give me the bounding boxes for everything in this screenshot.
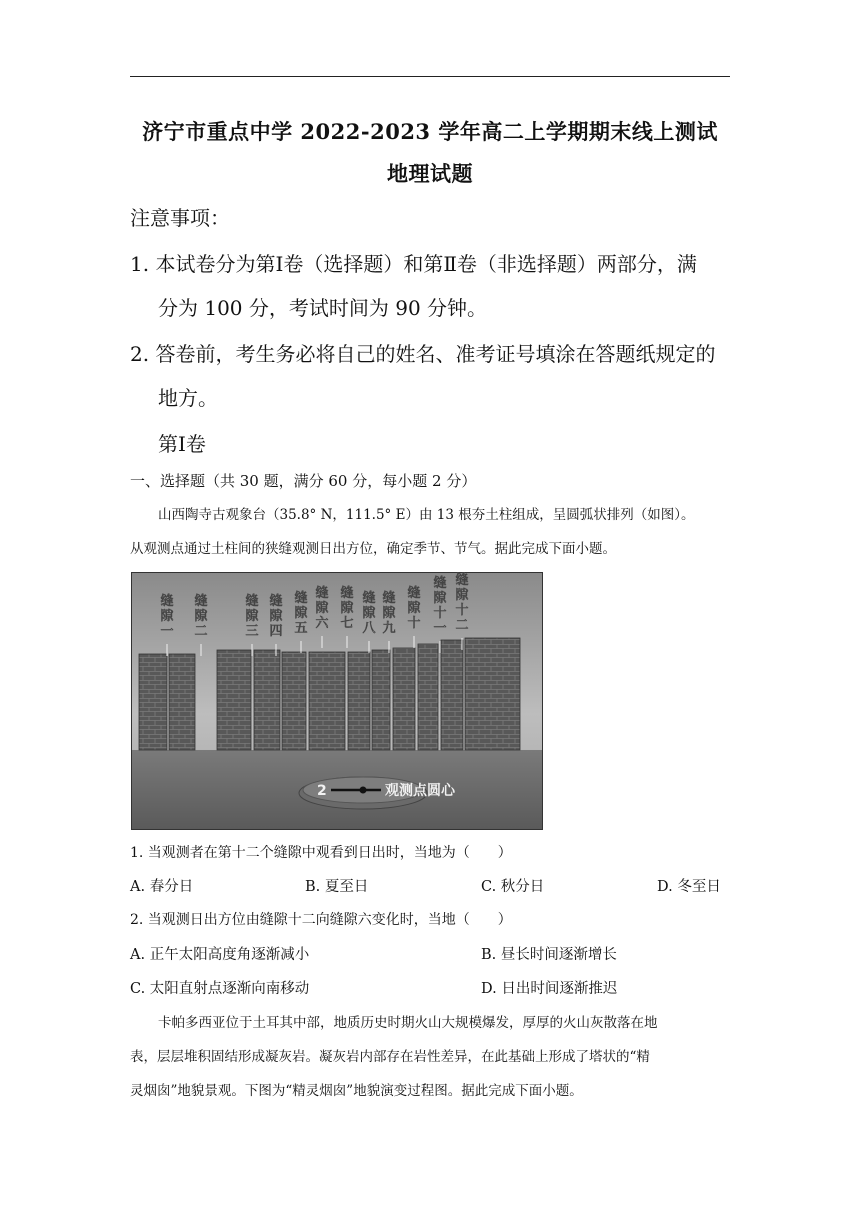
svg-text:一: 一	[433, 621, 447, 636]
q1-stem: 1. 当观测者在第十二个缝隙中观看到日出时，当地为（ ）	[130, 845, 512, 861]
q1-option-c[interactable]: C. 秋分日	[481, 879, 545, 895]
svg-text:缝: 缝	[340, 586, 354, 601]
passage2-line3: 灵烟囱”地貌景观。下图为“精灵烟囱”地貌演变过程图。据此完成下面小题。	[130, 1083, 583, 1099]
svg-text:缝: 缝	[160, 594, 174, 609]
svg-text:隙: 隙	[194, 609, 208, 624]
q2-option-c[interactable]: C. 太阳直射点逐渐向南移动	[130, 981, 310, 997]
top-rule	[130, 76, 730, 77]
svg-text:缝: 缝	[407, 586, 421, 601]
passage2-line2: 表，层层堆积固结形成凝灰岩。凝灰岩内部存在岩性差异，在此基础上形成了塔状的“精	[130, 1049, 650, 1065]
notice-item-1: 1. 本试卷分为第Ⅰ卷（选择题）和第Ⅱ卷（非选择题）两部分，满	[130, 252, 697, 276]
svg-text:隙: 隙	[269, 609, 283, 624]
svg-text:隙: 隙	[160, 609, 174, 624]
volume-label: 第Ⅰ卷	[158, 432, 206, 456]
svg-text:缝: 缝	[433, 576, 447, 591]
svg-text:缝: 缝	[194, 594, 208, 609]
svg-text:缝: 缝	[294, 591, 308, 606]
page-title: 济宁市重点中学 2022-2023 学年高二上学期期末线上测试	[142, 119, 718, 144]
svg-text:十: 十	[455, 603, 469, 618]
svg-text:隙: 隙	[362, 606, 376, 621]
svg-text:九: 九	[382, 621, 396, 636]
svg-text:隙: 隙	[245, 609, 259, 624]
svg-text:缝: 缝	[245, 594, 259, 609]
svg-text:缝: 缝	[455, 573, 469, 588]
svg-text:十: 十	[407, 616, 421, 631]
svg-text:隙: 隙	[315, 601, 329, 616]
observatory-photo	[131, 572, 543, 830]
svg-text:二: 二	[194, 624, 208, 639]
q2-stem: 2. 当观测日出方位由缝隙十二向缝隙六变化时，当地（ ）	[130, 912, 512, 928]
svg-text:十: 十	[433, 606, 447, 621]
notice-heading: 注意事项：	[130, 206, 230, 230]
passage1-line2: 从观测点通过土柱间的狭缝观测日出方位，确定季节、节气。据此完成下面小题。	[130, 541, 616, 557]
svg-text:缝: 缝	[362, 591, 376, 606]
svg-text:隙: 隙	[455, 588, 469, 603]
notice-item-2-cont: 地方。	[158, 386, 218, 410]
svg-text:六: 六	[315, 616, 329, 631]
svg-text:缝: 缝	[382, 591, 396, 606]
page-subtitle: 地理试题	[387, 161, 473, 186]
svg-text:缝: 缝	[315, 586, 329, 601]
svg-text:四: 四	[269, 624, 283, 639]
svg-text:五: 五	[294, 621, 308, 636]
center-label: 观测点圆心	[385, 783, 455, 799]
svg-text:缝: 缝	[269, 594, 283, 609]
svg-text:隙: 隙	[433, 591, 447, 606]
svg-text:七: 七	[340, 616, 354, 631]
passage1-line1: 山西陶寺古观象台（35.8° N，111.5° E）由 13 根夯土柱组成，呈圆弧状排列（如图）。	[158, 507, 695, 523]
svg-text:隙: 隙	[407, 601, 421, 616]
section-heading: 一、选择题（共 30 题，满分 60 分，每小题 2 分）	[130, 472, 477, 490]
arrow-number: 2	[317, 783, 327, 799]
svg-text:隙: 隙	[294, 606, 308, 621]
svg-text:一: 一	[160, 624, 174, 639]
svg-text:二: 二	[455, 618, 469, 633]
svg-text:隙: 隙	[382, 606, 396, 621]
q1-option-b[interactable]: B. 夏至日	[305, 879, 369, 895]
q1-option-d[interactable]: D. 冬至日	[657, 879, 721, 895]
q2-option-d[interactable]: D. 日出时间逐渐推迟	[481, 981, 618, 997]
notice-item-2: 2. 答卷前，考生务必将自己的姓名、准考证号填涂在答题纸规定的	[130, 342, 716, 366]
q1-option-a[interactable]: A. 春分日	[130, 879, 194, 895]
passage2-line1: 卡帕多西亚位于土耳其中部，地质历史时期火山大规模爆发，厚厚的火山灰散落在地	[158, 1015, 658, 1031]
q2-option-b[interactable]: B. 昼长时间逐渐增长	[481, 947, 617, 963]
notice-item-1-cont: 分为 100 分，考试时间为 90 分钟。	[158, 296, 488, 320]
svg-text:三: 三	[245, 624, 259, 639]
svg-text:八: 八	[362, 621, 376, 636]
q2-option-a[interactable]: A. 正午太阳高度角逐渐减小	[130, 947, 310, 963]
svg-text:隙: 隙	[340, 601, 354, 616]
